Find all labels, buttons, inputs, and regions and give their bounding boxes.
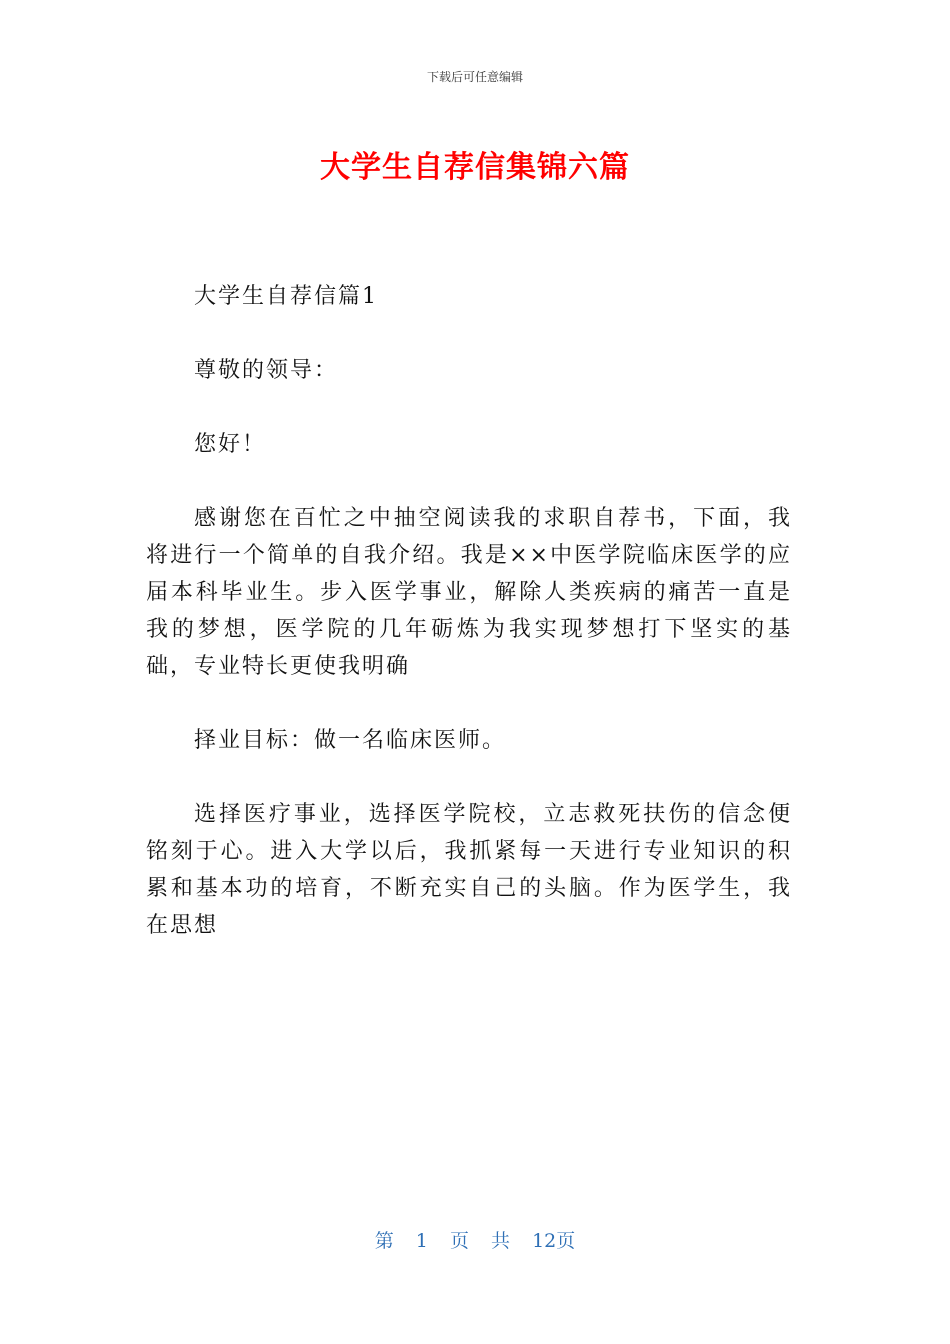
- footer-page-label: 第: [374, 1230, 394, 1252]
- footer-current-page: 1: [415, 1230, 428, 1252]
- document-title: 大学生自荐信集锦六篇: [320, 150, 630, 185]
- page-header: 下载后可任意编辑: [426, 70, 523, 84]
- document-body: [146, 278, 792, 981]
- paragraph: 感谢您在百忙之中抽空阅读我的求职自荐书，下面，我将进行一个简单的自我介绍。我是××中医学院临床医学的应届本科毕业生。步入医学事业，解除人类疾病的痛苦一直是我的梦想，医学院的几年砺炼为我实现梦想打下坚实的基础，专业特长更使我明确: [146, 506, 792, 679]
- paragraph: 选择医疗事业，选择医学院校，立志救死扶伤的信念便铭刻于心。进入大学以后，我抓紧每一天进行专业知识的积累和基本功的培育，不断充实自己的头脑。作为医学生，我在思想: [146, 802, 792, 938]
- footer-page-unit: 页: [449, 1230, 469, 1252]
- paragraph: 择业目标：做一名临床医师。: [194, 728, 507, 753]
- footer-total-pages: 12页: [532, 1230, 576, 1252]
- page-footer: [0, 1226, 950, 1253]
- paragraph: 大学生自荐信篇1: [194, 284, 378, 309]
- paragraph: 您好！: [194, 432, 267, 457]
- paragraph: 尊敬的领导：: [194, 358, 339, 383]
- footer-total-label: 共: [491, 1230, 511, 1252]
